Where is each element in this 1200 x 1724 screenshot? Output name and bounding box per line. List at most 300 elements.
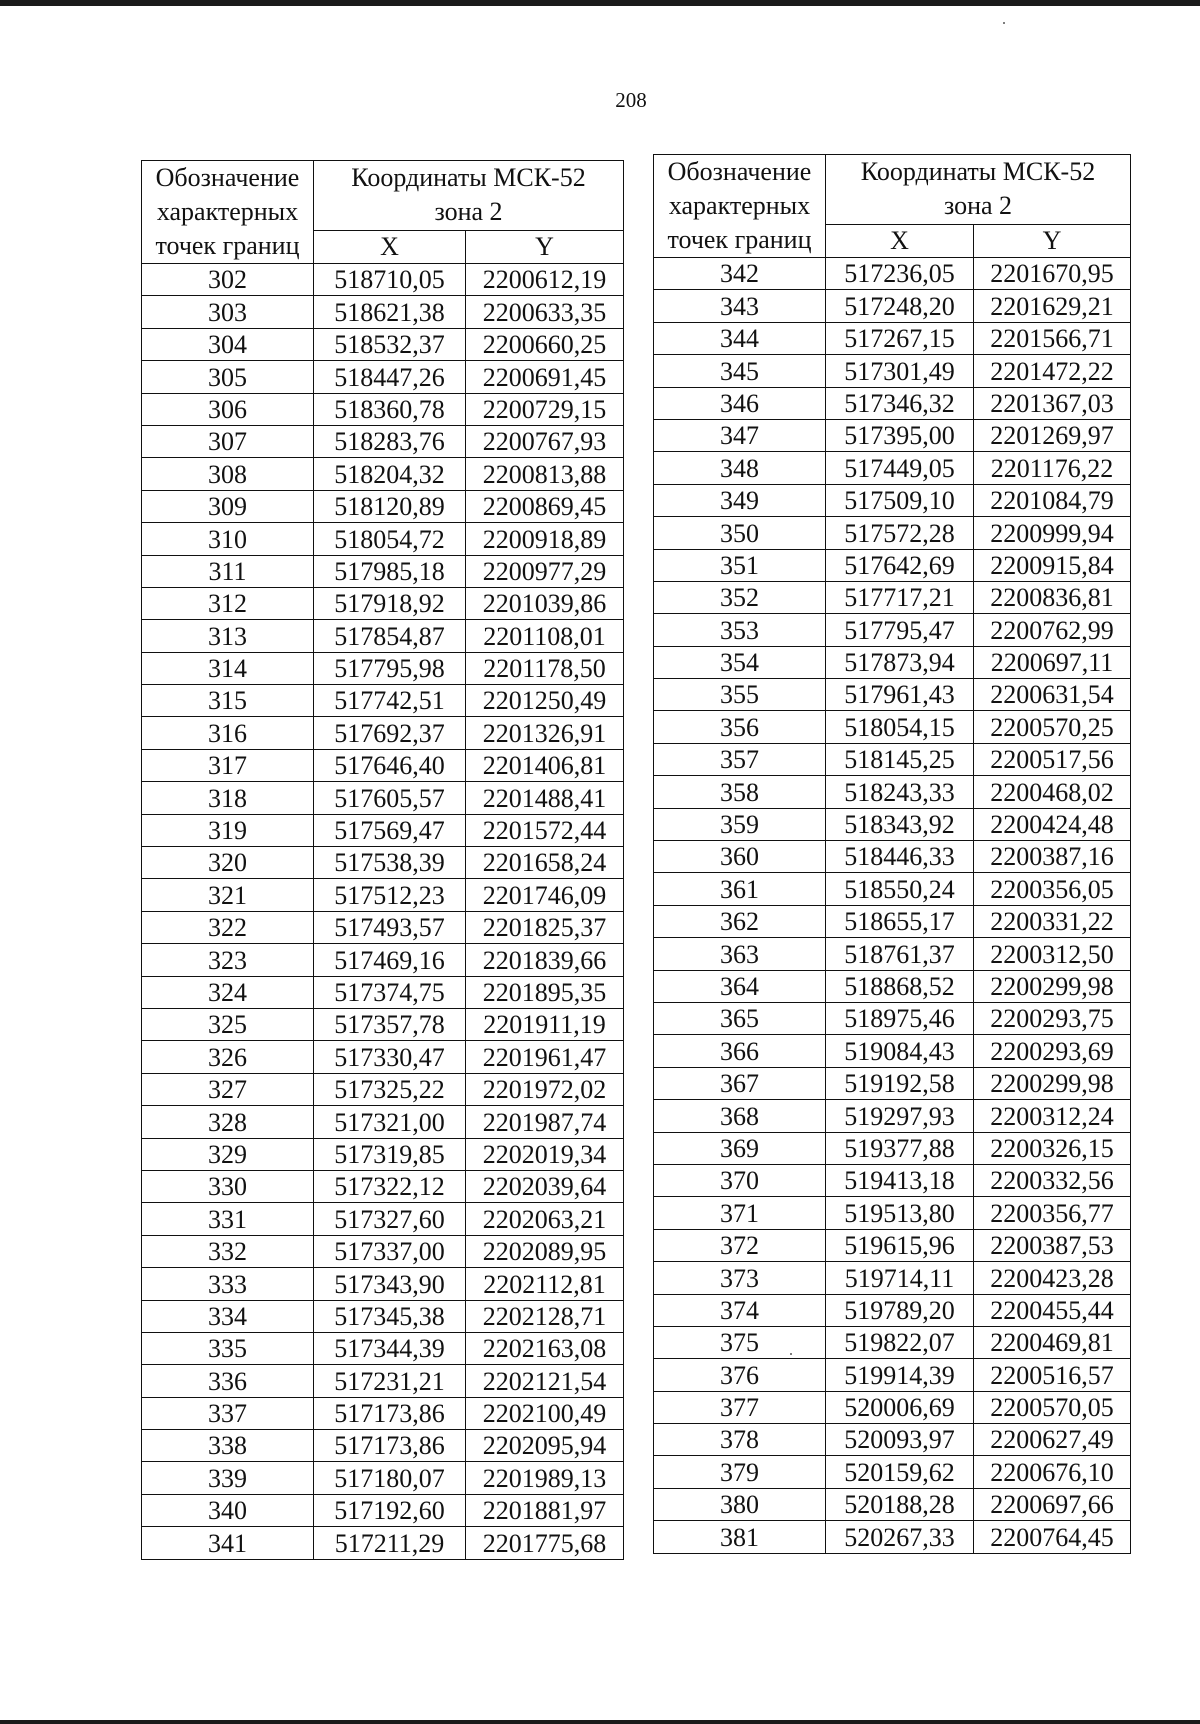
table-row: [142, 652, 624, 684]
y-coordinate-cell: 2200299,98: [974, 970, 1131, 1002]
y-coordinate-cell: 2201629,21: [974, 290, 1131, 322]
x-coordinate-cell: 518447,26: [314, 361, 466, 393]
table-row: [142, 361, 624, 393]
table-row: [654, 1229, 1131, 1261]
table-row: [142, 1203, 624, 1235]
point-number-cell: 374: [654, 1294, 826, 1326]
y-coordinate-cell: 2201566,71: [974, 322, 1131, 354]
table-row: [142, 944, 624, 976]
y-coordinate-cell: 2200293,69: [974, 1035, 1131, 1067]
point-number-cell: 346: [654, 387, 826, 419]
table-row: [142, 1430, 624, 1462]
point-number-cell: 319: [142, 814, 314, 846]
y-coordinate-cell: 2201572,44: [466, 814, 624, 846]
point-number-cell: 373: [654, 1262, 826, 1294]
y-coordinate-cell: 2201367,03: [974, 387, 1131, 419]
table-row: [142, 976, 624, 1008]
point-number-cell: 345: [654, 355, 826, 387]
table-row: [142, 879, 624, 911]
x-coordinate-cell: 518054,15: [826, 711, 974, 743]
x-coordinate-cell: 517538,39: [314, 847, 466, 879]
table-row: [654, 711, 1131, 743]
table-row: [142, 458, 624, 490]
y-coordinate-cell: 2201084,79: [974, 484, 1131, 516]
y-coordinate-cell: 2200387,16: [974, 841, 1131, 873]
point-number-cell: 336: [142, 1365, 314, 1397]
y-coordinate-cell: 2200455,44: [974, 1294, 1131, 1326]
x-coordinate-cell: 517301,49: [826, 355, 974, 387]
y-coordinate-cell: 2200326,15: [974, 1132, 1131, 1164]
point-number-cell: 369: [654, 1132, 826, 1164]
point-number-cell: 332: [142, 1235, 314, 1267]
y-coordinate-cell: 2200999,94: [974, 517, 1131, 549]
y-coordinate-cell: 2200676,10: [974, 1456, 1131, 1488]
point-number-cell: 303: [142, 296, 314, 328]
y-coordinate-cell: 2200332,56: [974, 1164, 1131, 1196]
y-coordinate-cell: 2202095,94: [466, 1430, 624, 1462]
y-coordinate-cell: 2201326,91: [466, 717, 624, 749]
table-row: [142, 1300, 624, 1332]
header-point-designation: Обозначение характерных точек границ: [654, 155, 826, 258]
point-number-cell: 334: [142, 1300, 314, 1332]
table-row: [654, 387, 1131, 419]
y-coordinate-cell: 2201039,86: [466, 587, 624, 619]
y-coordinate-cell: 2200915,84: [974, 549, 1131, 581]
point-number-cell: 375: [654, 1326, 826, 1358]
table-row: [142, 685, 624, 717]
table-row: [142, 1462, 624, 1494]
table-row: [654, 1521, 1131, 1553]
table-row: [654, 1035, 1131, 1067]
x-coordinate-cell: 520267,33: [826, 1521, 974, 1553]
x-coordinate-cell: 517173,86: [314, 1397, 466, 1429]
x-coordinate-cell: 517357,78: [314, 1008, 466, 1040]
table-row: [654, 1164, 1131, 1196]
y-coordinate-cell: 2201825,37: [466, 911, 624, 943]
y-coordinate-cell: 2200869,45: [466, 490, 624, 522]
x-coordinate-cell: 519377,88: [826, 1132, 974, 1164]
y-coordinate-cell: 2202100,49: [466, 1397, 624, 1429]
x-coordinate-cell: 517345,38: [314, 1300, 466, 1332]
table-row: [654, 1294, 1131, 1326]
y-coordinate-cell: 2200697,11: [974, 646, 1131, 678]
y-coordinate-cell: 2202089,95: [466, 1235, 624, 1267]
x-coordinate-cell: 517795,98: [314, 652, 466, 684]
y-coordinate-cell: 2200570,25: [974, 711, 1131, 743]
y-coordinate-cell: 2201178,50: [466, 652, 624, 684]
table-row: [142, 1008, 624, 1040]
x-coordinate-cell: 518550,24: [826, 873, 974, 905]
table-row: [142, 1332, 624, 1364]
table-row: [142, 587, 624, 619]
x-coordinate-cell: 517985,18: [314, 555, 466, 587]
y-coordinate-cell: 2202112,81: [466, 1268, 624, 1300]
table-row: [654, 1100, 1131, 1132]
table-row: [654, 1262, 1131, 1294]
x-coordinate-cell: 517325,22: [314, 1073, 466, 1105]
table-row: [654, 873, 1131, 905]
x-coordinate-cell: 519192,58: [826, 1067, 974, 1099]
point-number-cell: 365: [654, 1002, 826, 1034]
point-number-cell: 308: [142, 458, 314, 490]
x-coordinate-cell: 517346,32: [826, 387, 974, 419]
x-coordinate-cell: 517572,28: [826, 517, 974, 549]
point-number-cell: 305: [142, 361, 314, 393]
x-coordinate-cell: 519822,07: [826, 1326, 974, 1358]
x-coordinate-cell: 517231,21: [314, 1365, 466, 1397]
y-coordinate-cell: 2200918,89: [466, 523, 624, 555]
x-coordinate-cell: 518120,89: [314, 490, 466, 522]
x-coordinate-cell: 520006,69: [826, 1391, 974, 1423]
point-number-cell: 318: [142, 782, 314, 814]
x-coordinate-cell: 518283,76: [314, 425, 466, 457]
point-number-cell: 312: [142, 587, 314, 619]
table-row: [142, 717, 624, 749]
point-number-cell: 335: [142, 1332, 314, 1364]
point-number-cell: 310: [142, 523, 314, 555]
x-coordinate-cell: 517319,85: [314, 1138, 466, 1170]
table-row: [654, 452, 1131, 484]
x-coordinate-cell: 520188,28: [826, 1488, 974, 1520]
x-coordinate-cell: 518054,72: [314, 523, 466, 555]
table-row: [654, 258, 1131, 290]
y-coordinate-cell: 2200312,50: [974, 938, 1131, 970]
table-row: [654, 938, 1131, 970]
y-coordinate-cell: 2200468,02: [974, 776, 1131, 808]
y-coordinate-cell: 2200633,35: [466, 296, 624, 328]
point-number-cell: 355: [654, 679, 826, 711]
point-number-cell: 323: [142, 944, 314, 976]
table-row: [142, 1365, 624, 1397]
table-row: [654, 419, 1131, 451]
y-coordinate-cell: 2201670,95: [974, 258, 1131, 290]
table-row: [142, 523, 624, 555]
point-number-cell: 320: [142, 847, 314, 879]
x-coordinate-cell: 517330,47: [314, 1041, 466, 1073]
table-row: [142, 264, 624, 296]
table-row: [654, 1326, 1131, 1358]
x-coordinate-cell: 517327,60: [314, 1203, 466, 1235]
coordinates-table-right: [653, 154, 1131, 1554]
point-number-cell: 311: [142, 555, 314, 587]
table-row: [654, 517, 1131, 549]
header-coordinates-group: Координаты МСК-52 зона 2: [314, 161, 624, 231]
x-coordinate-cell: 517374,75: [314, 976, 466, 1008]
table-row: [654, 1359, 1131, 1391]
point-number-cell: 328: [142, 1106, 314, 1138]
x-coordinate-cell: 517873,94: [826, 646, 974, 678]
table-row: [142, 296, 624, 328]
point-number-cell: 339: [142, 1462, 314, 1494]
x-coordinate-cell: 518204,32: [314, 458, 466, 490]
scan-edge-bottom: [0, 1720, 1200, 1724]
table-row: [142, 1106, 624, 1138]
header-x: X: [314, 231, 466, 264]
y-coordinate-cell: 2201775,68: [466, 1527, 624, 1559]
y-coordinate-cell: 2202019,34: [466, 1138, 624, 1170]
y-coordinate-cell: 2200762,99: [974, 614, 1131, 646]
point-number-cell: 314: [142, 652, 314, 684]
table-row: [142, 814, 624, 846]
x-coordinate-cell: 517961,43: [826, 679, 974, 711]
y-coordinate-cell: 2201972,02: [466, 1073, 624, 1105]
point-number-cell: 371: [654, 1197, 826, 1229]
x-coordinate-cell: 519789,20: [826, 1294, 974, 1326]
x-coordinate-cell: 517337,00: [314, 1235, 466, 1267]
table-row: [142, 1041, 624, 1073]
y-coordinate-cell: 2200767,93: [466, 425, 624, 457]
point-number-cell: 327: [142, 1073, 314, 1105]
x-coordinate-cell: 517642,69: [826, 549, 974, 581]
point-number-cell: 359: [654, 808, 826, 840]
y-coordinate-cell: 2201746,09: [466, 879, 624, 911]
point-number-cell: 378: [654, 1424, 826, 1456]
table-row: [142, 1527, 624, 1559]
y-coordinate-cell: 2200627,49: [974, 1424, 1131, 1456]
x-coordinate-cell: 518868,52: [826, 970, 974, 1002]
header-x: X: [826, 225, 974, 258]
table-row: [142, 1494, 624, 1526]
table-row: [142, 911, 624, 943]
y-coordinate-cell: 2201961,47: [466, 1041, 624, 1073]
point-number-cell: 321: [142, 879, 314, 911]
y-coordinate-cell: 2200331,22: [974, 905, 1131, 937]
x-coordinate-cell: 518710,05: [314, 264, 466, 296]
x-coordinate-cell: 519084,43: [826, 1035, 974, 1067]
y-coordinate-cell: 2200356,05: [974, 873, 1131, 905]
table-row: [654, 1067, 1131, 1099]
header-coordinates-group: Координаты МСК-52 зона 2: [826, 155, 1131, 225]
y-coordinate-cell: 2200516,57: [974, 1359, 1131, 1391]
table-row: [142, 1138, 624, 1170]
y-coordinate-cell: 2202163,08: [466, 1332, 624, 1364]
table-row: [654, 841, 1131, 873]
y-coordinate-cell: 2202121,54: [466, 1365, 624, 1397]
x-coordinate-cell: 517795,47: [826, 614, 974, 646]
point-number-cell: 379: [654, 1456, 826, 1488]
point-number-cell: 363: [654, 938, 826, 970]
point-number-cell: 348: [654, 452, 826, 484]
x-coordinate-cell: 517692,37: [314, 717, 466, 749]
x-coordinate-cell: 517605,57: [314, 782, 466, 814]
y-coordinate-cell: 2200423,28: [974, 1262, 1131, 1294]
table-row: [654, 808, 1131, 840]
point-number-cell: 342: [654, 258, 826, 290]
x-coordinate-cell: 517493,57: [314, 911, 466, 943]
x-coordinate-cell: 518243,33: [826, 776, 974, 808]
y-coordinate-cell: 2200836,81: [974, 581, 1131, 613]
table-row: [142, 847, 624, 879]
table-row: [654, 1197, 1131, 1229]
y-coordinate-cell: 2200469,81: [974, 1326, 1131, 1358]
table-row: [142, 555, 624, 587]
point-number-cell: 377: [654, 1391, 826, 1423]
point-number-cell: 340: [142, 1494, 314, 1526]
x-coordinate-cell: 517180,07: [314, 1462, 466, 1494]
x-coordinate-cell: 519615,96: [826, 1229, 974, 1261]
x-coordinate-cell: 518655,17: [826, 905, 974, 937]
point-number-cell: 333: [142, 1268, 314, 1300]
x-coordinate-cell: 517469,16: [314, 944, 466, 976]
y-coordinate-cell: 2202039,64: [466, 1170, 624, 1202]
x-coordinate-cell: 517918,92: [314, 587, 466, 619]
table-row: [654, 743, 1131, 775]
x-coordinate-cell: 517569,47: [314, 814, 466, 846]
y-coordinate-cell: 2200631,54: [974, 679, 1131, 711]
y-coordinate-cell: 2201881,97: [466, 1494, 624, 1526]
table-row: [654, 679, 1131, 711]
point-number-cell: 347: [654, 419, 826, 451]
point-number-cell: 344: [654, 322, 826, 354]
y-coordinate-cell: 2201895,35: [466, 976, 624, 1008]
table-row: [654, 1132, 1131, 1164]
x-coordinate-cell: 517742,51: [314, 685, 466, 717]
y-coordinate-cell: 2201488,41: [466, 782, 624, 814]
table-row: [654, 646, 1131, 678]
y-coordinate-cell: 2201839,66: [466, 944, 624, 976]
point-number-cell: 381: [654, 1521, 826, 1553]
point-number-cell: 356: [654, 711, 826, 743]
table-row: [142, 490, 624, 522]
point-number-cell: 329: [142, 1138, 314, 1170]
page-number: 208: [615, 88, 647, 112]
x-coordinate-cell: 519914,39: [826, 1359, 974, 1391]
x-coordinate-cell: 520159,62: [826, 1456, 974, 1488]
y-coordinate-cell: 2200764,45: [974, 1521, 1131, 1553]
x-coordinate-cell: 517248,20: [826, 290, 974, 322]
x-coordinate-cell: 517395,00: [826, 419, 974, 451]
x-coordinate-cell: 518975,46: [826, 1002, 974, 1034]
x-coordinate-cell: 517211,29: [314, 1527, 466, 1559]
x-coordinate-cell: 519413,18: [826, 1164, 974, 1196]
y-coordinate-cell: 2201987,74: [466, 1106, 624, 1138]
point-number-cell: 361: [654, 873, 826, 905]
x-coordinate-cell: 517322,12: [314, 1170, 466, 1202]
point-number-cell: 315: [142, 685, 314, 717]
point-number-cell: 343: [654, 290, 826, 322]
table-row: [142, 425, 624, 457]
table-row: [142, 1073, 624, 1105]
table-row: [142, 1268, 624, 1300]
x-coordinate-cell: 517344,39: [314, 1332, 466, 1364]
x-coordinate-cell: 517646,40: [314, 749, 466, 781]
y-coordinate-cell: 2200813,88: [466, 458, 624, 490]
point-number-cell: 326: [142, 1041, 314, 1073]
scan-edge-top: [0, 0, 1200, 6]
point-number-cell: 353: [654, 614, 826, 646]
x-coordinate-cell: 518761,37: [826, 938, 974, 970]
point-number-cell: 380: [654, 1488, 826, 1520]
table-row: [654, 290, 1131, 322]
point-number-cell: 322: [142, 911, 314, 943]
x-coordinate-cell: 517173,86: [314, 1430, 466, 1462]
y-coordinate-cell: 2201269,97: [974, 419, 1131, 451]
point-number-cell: 366: [654, 1035, 826, 1067]
point-number-cell: 309: [142, 490, 314, 522]
y-coordinate-cell: 2200424,48: [974, 808, 1131, 840]
y-coordinate-cell: 2201658,24: [466, 847, 624, 879]
table-row: [654, 484, 1131, 516]
point-number-cell: 317: [142, 749, 314, 781]
y-coordinate-cell: 2200697,66: [974, 1488, 1131, 1520]
point-number-cell: 302: [142, 264, 314, 296]
x-coordinate-cell: 517192,60: [314, 1494, 466, 1526]
x-coordinate-cell: 518360,78: [314, 393, 466, 425]
x-coordinate-cell: 519297,93: [826, 1100, 974, 1132]
x-coordinate-cell: 518532,37: [314, 328, 466, 360]
y-coordinate-cell: 2202063,21: [466, 1203, 624, 1235]
x-coordinate-cell: 517343,90: [314, 1268, 466, 1300]
table-row: [654, 581, 1131, 613]
table-row: [654, 1391, 1131, 1423]
x-coordinate-cell: 518621,38: [314, 296, 466, 328]
y-coordinate-cell: 2201911,19: [466, 1008, 624, 1040]
y-coordinate-cell: 2200293,75: [974, 1002, 1131, 1034]
y-coordinate-cell: 2200299,98: [974, 1067, 1131, 1099]
point-number-cell: 357: [654, 743, 826, 775]
point-number-cell: 313: [142, 620, 314, 652]
point-number-cell: 358: [654, 776, 826, 808]
point-number-cell: 316: [142, 717, 314, 749]
x-coordinate-cell: 517509,10: [826, 484, 974, 516]
y-coordinate-cell: 2200977,29: [466, 555, 624, 587]
point-number-cell: 307: [142, 425, 314, 457]
coordinates-table-left: [141, 160, 624, 1560]
x-coordinate-cell: 519513,80: [826, 1197, 974, 1229]
x-coordinate-cell: 517449,05: [826, 452, 974, 484]
y-coordinate-cell: 2201250,49: [466, 685, 624, 717]
y-coordinate-cell: 2200387,53: [974, 1229, 1131, 1261]
point-number-cell: 351: [654, 549, 826, 581]
point-number-cell: 367: [654, 1067, 826, 1099]
point-number-cell: 354: [654, 646, 826, 678]
x-coordinate-cell: 519714,11: [826, 1262, 974, 1294]
header-y: Y: [466, 231, 624, 264]
y-coordinate-cell: 2200612,19: [466, 264, 624, 296]
point-number-cell: 338: [142, 1430, 314, 1462]
point-number-cell: 331: [142, 1203, 314, 1235]
scan-speck: [1003, 22, 1005, 24]
y-coordinate-cell: 2200517,56: [974, 743, 1131, 775]
table-row: [142, 328, 624, 360]
point-number-cell: 325: [142, 1008, 314, 1040]
x-coordinate-cell: 520093,97: [826, 1424, 974, 1456]
x-coordinate-cell: 517854,87: [314, 620, 466, 652]
y-coordinate-cell: 2202128,71: [466, 1300, 624, 1332]
y-coordinate-cell: 2201472,22: [974, 355, 1131, 387]
point-number-cell: 349: [654, 484, 826, 516]
y-coordinate-cell: 2200356,77: [974, 1197, 1131, 1229]
table-row: [142, 749, 624, 781]
point-number-cell: 368: [654, 1100, 826, 1132]
table-row: [654, 322, 1131, 354]
x-coordinate-cell: 517236,05: [826, 258, 974, 290]
table-row: [654, 614, 1131, 646]
y-coordinate-cell: 2201108,01: [466, 620, 624, 652]
table-row: [654, 549, 1131, 581]
table-row: [654, 776, 1131, 808]
table-row: [142, 393, 624, 425]
y-coordinate-cell: 2201176,22: [974, 452, 1131, 484]
point-number-cell: 330: [142, 1170, 314, 1202]
point-number-cell: 341: [142, 1527, 314, 1559]
point-number-cell: 350: [654, 517, 826, 549]
point-number-cell: 304: [142, 328, 314, 360]
y-coordinate-cell: 2200570,05: [974, 1391, 1131, 1423]
y-coordinate-cell: 2201989,13: [466, 1462, 624, 1494]
point-number-cell: 364: [654, 970, 826, 1002]
point-number-cell: 324: [142, 976, 314, 1008]
